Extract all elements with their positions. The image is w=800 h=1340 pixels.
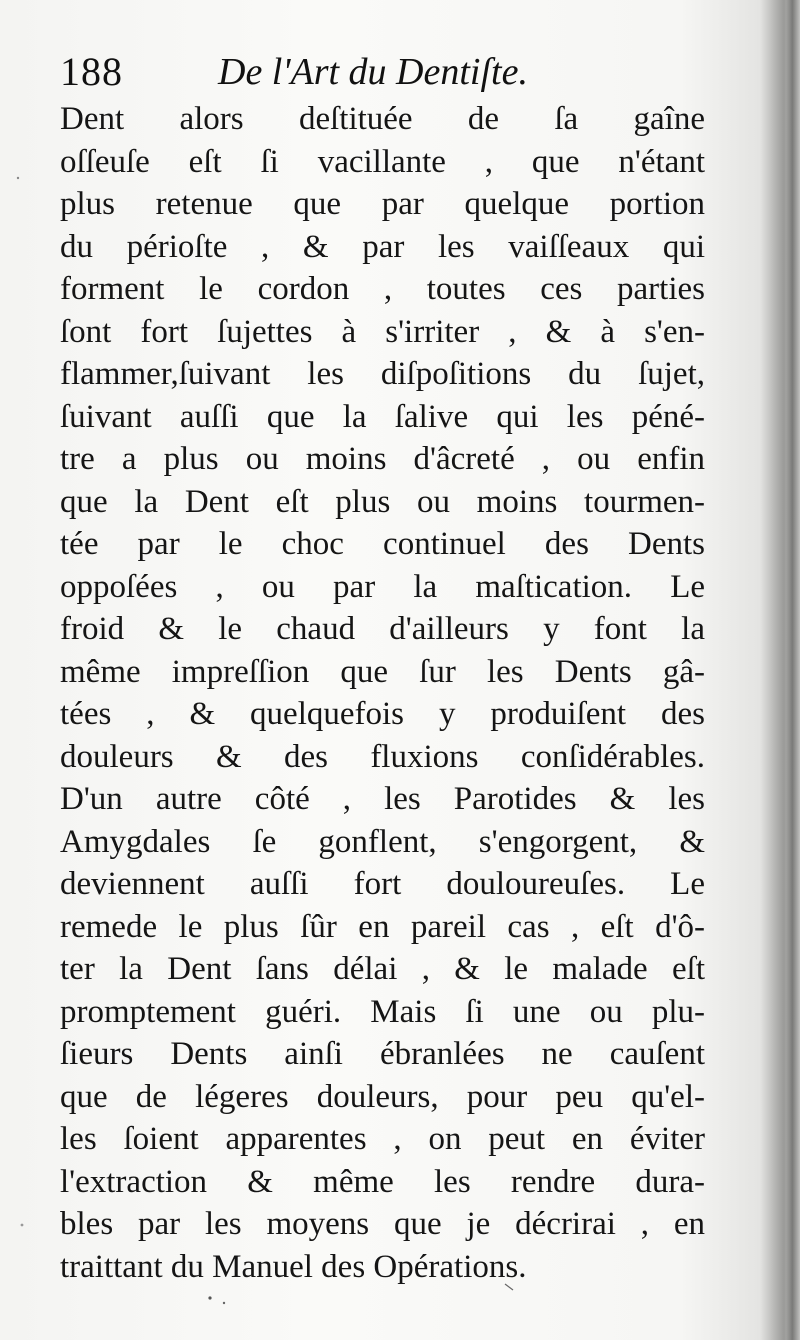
text-line: bles par les moyens que je décrirai , en — [60, 1206, 705, 1242]
text-line: ſuivant auſſi que la ſalive qui les péné- — [60, 398, 705, 435]
text-line: Amygdales ſe gonflent, s'engorgent, & — [60, 823, 705, 860]
text-line: froid & le chaud d'ailleurs y font la — [60, 611, 705, 647]
text-line: du périoſte , & par les vaiſſeaux qui — [60, 228, 705, 265]
text-line: douleurs & des fluxions conſidérables. — [60, 738, 705, 775]
text-line: ter la Dent ſans délai , & le malade eſt — [60, 951, 705, 987]
text-line: ſieurs Dents ainſi ébranlées ne cauſent — [60, 1036, 705, 1072]
running-title: De l'Art du Dentiſte. — [218, 51, 528, 93]
text-line: tées , & quelquefois y produiſent des — [60, 696, 705, 732]
text-line: promptement guéri. Mais ſi une ou plu- — [60, 993, 705, 1030]
text-line: l'extraction & même les rendre dura- — [60, 1163, 705, 1200]
text-line: les ſoient apparentes , on peut en éviter — [60, 1121, 705, 1157]
text-line: remede le plus ſûr en pareil cas , eſt d'ô- — [60, 908, 705, 945]
text-line: Dent alors deſtituée de ſa gaîne — [60, 101, 705, 137]
text-line: tée par le choc continuel des Dents — [60, 526, 705, 562]
text-line: ſont fort ſujettes à s'irriter , & à s'en- — [60, 313, 705, 350]
text-line: traittant du Manuel des Opérations. — [60, 1248, 527, 1285]
text-line: plus retenue que par quelque portion — [60, 186, 705, 222]
text-line: que de légeres douleurs, pour peu qu'el- — [60, 1078, 705, 1115]
page-number: 188 — [60, 49, 123, 94]
text-line: forment le cordon , toutes ces parties — [60, 271, 705, 307]
text-line: oſſeuſe eſt ſi vacillante , que n'étant — [60, 143, 705, 180]
text-line: même impreſſion que ſur les Dents gâ- — [60, 653, 705, 690]
text-line: tre a plus ou moins d'âcreté , ou enfin — [60, 441, 705, 477]
text-line: D'un autre côté , les Parotides & les — [60, 781, 705, 817]
text-line: deviennent auſſi fort douloureuſes. Le — [60, 866, 705, 902]
text-line: oppoſées , ou par la maſtication. Le — [60, 568, 705, 605]
page-edge-shadow — [786, 0, 800, 1340]
text-line: que la Dent eſt plus ou moins tourmen- — [60, 483, 705, 520]
text-line: flammer,ſuivant les diſpoſitions du ſujet, — [60, 356, 705, 392]
